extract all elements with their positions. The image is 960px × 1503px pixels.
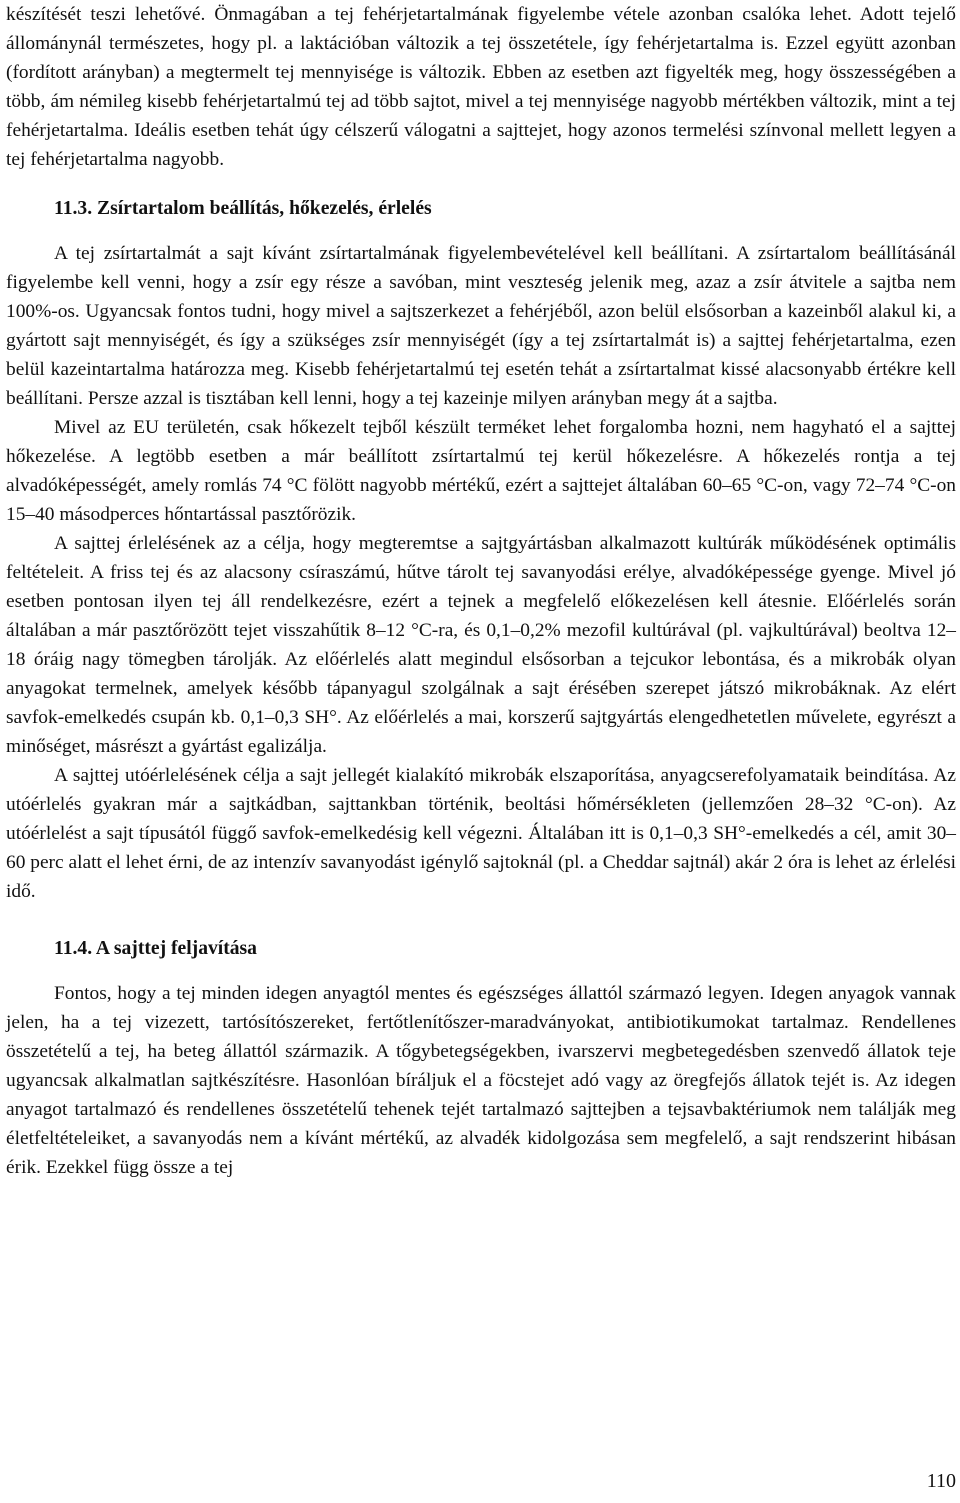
paragraph-maturation: A sajttej érlelésének az a célja, hogy megteremtse a sajtgyártásban alkalmazott kultúrák működésének optimális feltételeit. A friss tej és az alacsony csíraszámú, hűtve tárolt tej savanyodási erélye, alvadóképessége gyenge. Mivel jó esetben pontosan ilyen tej áll rendelkezésre, ezért a tejnek a megfelelő előkezelésen kell átesnie. Előérlelés során általában a már pasztőrözött tejet visszahűtik 8–12 °C-ra, és 0,1–0,2% mezofil kultúrával (pl. vajkultúrával) beoltva 12–18 óráig nagy tömegben tárolják. Az előérlelés alatt megindul elsősorban a tejcukor lebontása, és a mikrobák olyan anyagokat termelnek, amelyek később tápanyagul szolgálnak a sajt érésében szerepet játszó mikrobáknak. Az elért savfok-emelkedés csupán kb. 0,1–0,3 SH°. Az előérlelés a mai, korszerű sajtgyártás elengedhetetlen művelete, egyrészt a minőséget, másrészt a gyártást egalizálja. <box>6 533 956 757</box>
section-heading-11-4: 11.4. A sajttej feljavítása <box>54 938 257 959</box>
paragraph-post-maturation: A sajttej utóérlelésének célja a sajt jellegét kialakító mikrobák elszaporítása, anyagcserefolyamataik beindítása. Az utóérlelés gyakran már a sajtkádban, sajttankban történik, beoltási hőmérsékleten (jellemzően 28–32 °C-on). Az utóérlelést a sajt típusától függő savfok-emelkedésig kell végezni. Általában itt is 0,1–0,3 SH°-emelkedés a cél, amit 30–60 perc alatt el lehet érni, de az intenzív savanyodást igénylő sajtoknál (pl. a Cheddar sajtnál) akár 2 óra is lehet az érlelési idő. <box>6 765 956 902</box>
paragraph-intro: készítését teszi lehetővé. Önmagában a tej fehérjetartalmának figyelembe vétele azonban csalóka lehet. Adott tejelő állománynál természetes, hogy pl. a laktációban változik a tej összetétele, így fehérjetartalma is. Ezzel együtt azonban (fordított arányban) a megtermelt tej mennyisége is változik. Ebben az esetben azt figyelték meg, hogy összességében a több, ám némileg kisebb fehérjetartalmú tej ad több sajtot, mivel a tej mennyisége nagyobb mértékben változik, mint a tej fehérjetartalma. Ideális esetben tehát úgy célszerű válogatni a sajttejet, hogy azonos termelési színvonal mellett legyen a tej fehérjetartalma nagyobb. <box>6 4 956 170</box>
paragraph-heat-treatment: Mivel az EU területén, csak hőkezelt tejből készült terméket lehet forgalomba hozni, nem hagyható el a sajttej hőkezelése. A legtöbb esetben a már beállított zsírtartalmú tej kerül hőkezelésre. A hőkezelés rontja a tej alvadóképességét, amely romlás 74 °C fölött nagyobb mértékű, ezért a sajttejet általában 60–65 °C-on, vagy 72–74 °C-on 15–40 másodperces hőntartással pasztőrözik. <box>6 417 956 525</box>
paragraph-fat-content: A tej zsírtartalmát a sajt kívánt zsírtartalmának figyelembevételével kell beállítani. A zsírtartalom beállításánál figyelembe kell venni, hogy a zsír egy része a savóban, mint veszteség jelenik meg, azaz a zsír átvitele a sajtba nem 100%-os. Ugyancsak fontos tudni, hogy mivel a sajtszerkezet a fehérjéből, azon belül elsősorban a kazeinből alakul ki, a gyártott sajt mennyiségét, és így a szükséges zsír mennyiségét (így a tej zsírtartalmát is) a sajttej fehérjetartalma, ezen belül kazeintartalma határozza meg. Kisebb fehérjetartalmú tej esetén tehát a zsírtartalmat kissé alacsonyabb értékre kell beállítani. Persze azzal is tisztában kell lenni, hogy a tej kazeinje milyen arányban megy át a sajtba. <box>6 243 956 409</box>
page-number: 110 <box>926 1470 956 1492</box>
paragraph-milk-improvement: Fontos, hogy a tej minden idegen anyagtól mentes és egészséges állattól származó legyen. Idegen anyagok vannak jelen, ha a tej vizezett, tartósítószereket, fertőtlenítőszer-maradványokat, antibiotikumokat tartalmaz. Rendellenes összetételű a tej, ha beteg állattól származik. A tőgybetegségekben, ivarszervi megbetegedésben szenvedő állatok teje ugyancsak alkalmatlan sajtkészítésre. Hasonlóan bíráljuk el a föcstejet adó vagy az öregfejős állatok tejét is. Az idegen anyagot tartalmazó és rendellenes összetételű tehenek tejét tartalmazó sajttejben a tejsavbaktériumok nem találják meg életfeltételeiket, a savanyodás nem a kívánt mértékű, az alvadék kidolgozása sem megfelelő, a sajt rendszerint hibásan érik. Ezekkel függ össze a tej <box>6 983 956 1178</box>
section-heading-11-3: 11.3. Zsírtartalom beállítás, hőkezelés, érlelés <box>54 198 432 219</box>
document-page <box>6 0 956 1182</box>
